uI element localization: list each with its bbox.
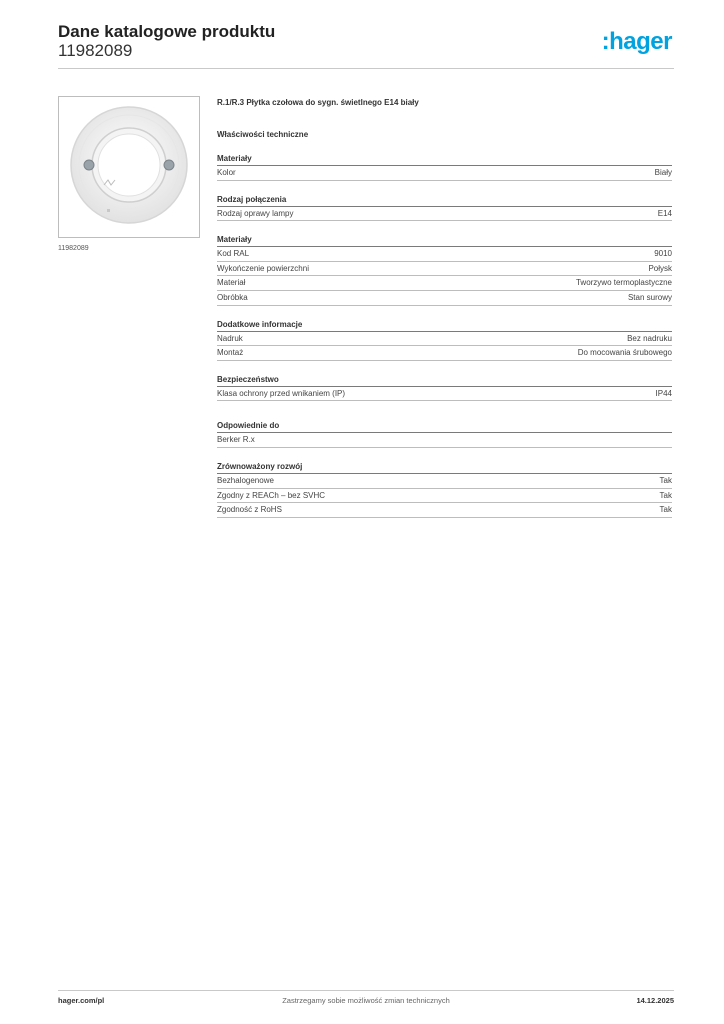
image-caption: 11982089 [58, 245, 89, 252]
document-number: 11982089 [58, 41, 133, 60]
row-label: Nadruk [217, 333, 243, 343]
group-title: Zrównoważony rozwój [217, 460, 672, 474]
table-row [217, 276, 672, 291]
row-value: Tak [659, 490, 672, 500]
table-row [217, 247, 672, 262]
footer-date: 14.12.2025 [636, 996, 674, 1005]
group-suitable-for [217, 419, 672, 448]
row-label: Zgodność z RoHS [217, 505, 282, 515]
group-title: Materiały [217, 233, 672, 247]
row-label: Kod RAL [217, 249, 250, 259]
table-row [217, 262, 672, 277]
row-label: Wykończenie powierzchni [217, 263, 309, 273]
group-additional-info [217, 318, 672, 361]
table-row [217, 332, 672, 347]
row-label: Berker R.x [217, 435, 255, 445]
product-details [217, 96, 672, 518]
group-title: Rodzaj połączenia [217, 193, 672, 207]
footer-website-link[interactable]: hager.com/pl [58, 996, 105, 1005]
row-label: Rodzaj oprawy lampy [217, 208, 294, 218]
table-row [217, 474, 672, 489]
footer-disclaimer: Zastrzegamy sobie możliwość zmian technicznych [282, 996, 450, 1005]
row-value: IP44 [655, 388, 672, 398]
table-row [217, 387, 672, 402]
table-row [217, 291, 672, 306]
row-value: Tak [659, 475, 672, 485]
row-value: 9010 [654, 249, 672, 259]
footer-divider [58, 990, 674, 991]
table-row [217, 207, 672, 222]
page-footer [58, 996, 674, 1010]
table-row [217, 346, 672, 361]
row-value: Połysk [648, 263, 672, 273]
row-value: Bez nadruku [627, 333, 672, 343]
group-materials [217, 152, 672, 181]
row-label: Kolor [217, 168, 236, 177]
product-name: R.1/R.3 Płytka czołowa do sygn. świetlnego E14 biały [217, 98, 419, 107]
table-row [217, 433, 672, 448]
row-value: Tworzywo termoplastyczne [575, 278, 672, 288]
row-value: Tak [659, 505, 672, 515]
group-title: Odpowiednie do [217, 419, 672, 433]
group-safety [217, 373, 672, 402]
table-row [217, 166, 672, 181]
cover-plate-icon [59, 97, 199, 237]
group-materials-details [217, 233, 672, 305]
header-divider [58, 68, 674, 69]
row-label: Obróbka [217, 292, 248, 302]
product-image [58, 96, 200, 238]
table-row [217, 489, 672, 504]
group-connection-type [217, 193, 672, 222]
hager-logo: :hager [601, 28, 672, 55]
page-header [58, 20, 674, 70]
group-title: Dodatkowe informacje [217, 318, 672, 332]
row-label: Klasa ochrony przed wnikaniem (IP) [217, 388, 346, 398]
group-sustainability [217, 460, 672, 518]
row-label: Montaż [217, 348, 244, 358]
row-value: Do mocowania śrubowego [577, 348, 672, 358]
group-title: Bezpieczeństwo [217, 373, 672, 387]
technical-properties-heading: Właściwości techniczne [217, 130, 309, 139]
row-label: Materiał [217, 278, 246, 288]
row-value: Stan surowy [627, 292, 672, 302]
document-title: Dane katalogowe produktu [58, 22, 276, 41]
table-row [217, 503, 672, 518]
row-label: Bezhalogenowe [217, 475, 274, 485]
group-title: Materiały [217, 152, 672, 166]
row-label: Zgodny z REACh – bez SVHC [217, 490, 326, 500]
row-value: E14 [657, 208, 672, 218]
row-value: Biały [654, 168, 672, 177]
